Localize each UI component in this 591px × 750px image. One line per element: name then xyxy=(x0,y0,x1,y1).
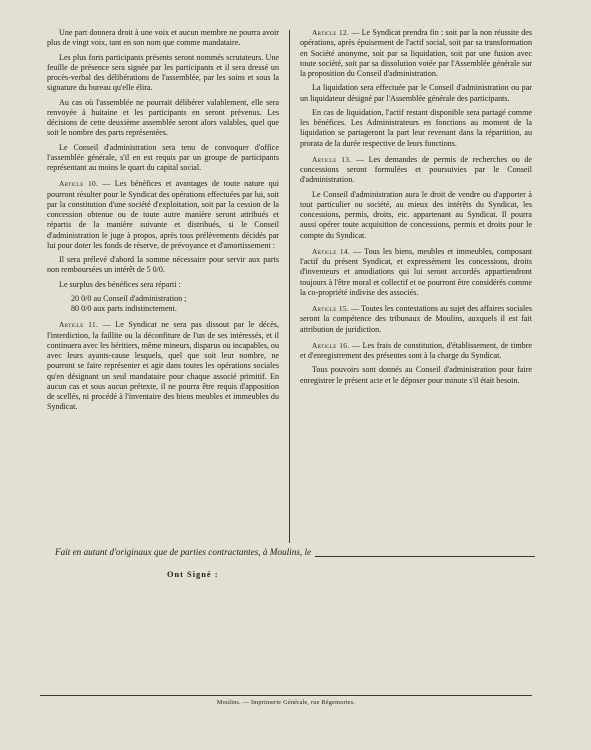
article-16 xyxy=(300,341,532,362)
right-column xyxy=(300,28,532,390)
paragraph: Au cas où l'assemblée ne pourrait délibérer valablement, elle sera renvoyée à huitaine et les participants en seront prévenus. Les décisions de cette deuxième assemblée seront alors valables, quel que soit le nombre des parts représentées. xyxy=(47,97,279,138)
footer-rule xyxy=(40,695,532,696)
paragraph: La liquidation sera effectuée par le Conseil d'administration ou par un liquidateur désigné par l'Assemblée générale des participants. xyxy=(300,83,532,103)
article-14 xyxy=(300,247,532,298)
left-column xyxy=(47,28,279,417)
paragraph: En cas de liquidation, l'actif restant disponible sera partagé comme les bénéfices. Les Administrateurs en fonctions au moment de la liquidation se partageront la part leur revenant dans la répartition, au prorata de la durée respective de leurs fonctions. xyxy=(300,107,532,148)
article-label: Article 16. xyxy=(312,340,350,350)
distribution-line: 80 0/0 aux parts indistinctement. xyxy=(71,304,177,313)
article-10 xyxy=(47,179,279,251)
article-label: Article 14. xyxy=(312,246,351,256)
article-text: — Les demandes de permis de recherches ou de concessions seront formulées et poursuivies par le Conseil d'administration. xyxy=(300,154,532,185)
article-text: — Tous les biens, meubles et immeubles, composant l'actif du présent Syndicat, et expressément les concessions, droits d'inventeurs et amodiations qui lui seront accordés appartiendront toujours à l'être moral et collectif et ne pourront être considérés comme la co-propriété indivise des associés. xyxy=(300,246,533,297)
article-12 xyxy=(300,28,532,79)
signatures-label: Ont Signé : xyxy=(167,570,219,579)
date-blank-line xyxy=(315,548,535,557)
paragraph: Tous pouvoirs sont donnés au Conseil d'administration pour faire enregistrer le présent acte et le déposer pour minute s'il était besoin. xyxy=(300,365,532,385)
column-divider xyxy=(289,30,290,543)
execution-text: Fait en autant d'originaux que de parties contractantes, à Moulins, le xyxy=(55,547,312,557)
article-label: Article 15. xyxy=(312,304,349,313)
distribution-line: 20 0/0 au Conseil d'administration ; xyxy=(71,293,187,303)
paragraph: Le Conseil d'administration aura le droit de vendre ou d'apporter à tout particulier ou société, au mieux des intérêts du Syndicat, les concessions, permis, droits, etc. appartenant au Syndicat. Il pourra aussi opérer toute acquisition de concessions, permis et droits pour le compte du Syndicat. xyxy=(300,189,532,240)
printer-imprint: Moulins. — Imprimerie Générale, rue Régemortes. xyxy=(216,699,356,706)
article-text: — Le Syndicat prendra fin : soit par la non réussite des opérations, après épuisement de l'actif social, soit par sa transformation en Société anonyme, soit par sa liquidation, soit par une fusion avec toute société, soit par sa dissolution votée par l'Assemblée générale sur la proposition du Conseil d'administration. xyxy=(300,28,533,78)
article-text: — Toutes les contestations au sujet des affaires sociales seront la compétence des tribunaux de Moulins, auxquels il est fait attribution de juridiction. xyxy=(300,304,532,334)
article-13 xyxy=(300,155,532,186)
paragraph: Le Conseil d'administration sera tenu de convoquer d'office l'assemblée générale, s'il en est requis par un groupe de participants représentant au moins le quart du capital social. xyxy=(47,142,279,172)
paragraph: Le surplus des bénéfices sera réparti : xyxy=(59,279,181,289)
article-text: — Les bénéfices et avantages de toute nature qui pourront résulter pour le Syndicat des opérations effectuées par lui, soit par la constitution d'une société d'exploitation, soit par la cession de la concession obtenue ou de toute autre manière seront attribués et répartis de la manière suivante et distribués, si le Conseil d'administration le juge à propos, après tous prélèvements décidés par lui pour doter les fonds de réserve, de prévoyance et d'amortissement : xyxy=(47,179,280,250)
article-label: Article 10. xyxy=(59,179,99,189)
paragraph: Une part donnera droit à une voix et aucun membre ne pourra avoir plus de vingt voix, tant en son nom que comme mandataire. xyxy=(47,28,279,48)
execution-line xyxy=(55,547,535,557)
article-label: Article 13. xyxy=(312,154,352,164)
article-11 xyxy=(47,320,279,412)
paragraph: Il sera prélevé d'abord la somme nécessaire pour servir aux parts non remboursées un intérêt de 5 0/0. xyxy=(47,255,279,275)
article-15 xyxy=(300,304,532,335)
article-text: — Les frais de constitution, d'établissement, de timbre et d'enregistrement des présentes sont à la charge du Syndicat. xyxy=(300,340,532,360)
article-text: — Le Syndicat ne sera pas dissout par le décès, l'interdiction, la faillite ou la déconfiture de l'un de ses intéressés, et il continuera avec les héritiers, même mineurs, disparus ou incapables, ou avec leurs ayants-cause lesquels, quel que soit leur nombre, ne pourront se faire représenter et agir dans toutes les opérations sociales qu'en désignant un seul mandataire pour chaque associé primitif. En aucun cas et sous aucun prétexte, il ne pourra être requis d'apposition de scellés, ni procédé à l'inventaire des biens meubles et immeubles du Syndicat. xyxy=(47,320,279,412)
article-label: Article 12. xyxy=(312,28,350,37)
article-label: Article 11. xyxy=(59,320,99,330)
paragraph: Les plus forts participants présents seront nommés scrutateurs. Une feuille de présence sera signée par les participants et il sera dressé un procès-verbal des délibérations de l'assemblée, par les soins et sous la signature du bureau qu'elle élira. xyxy=(47,52,279,93)
